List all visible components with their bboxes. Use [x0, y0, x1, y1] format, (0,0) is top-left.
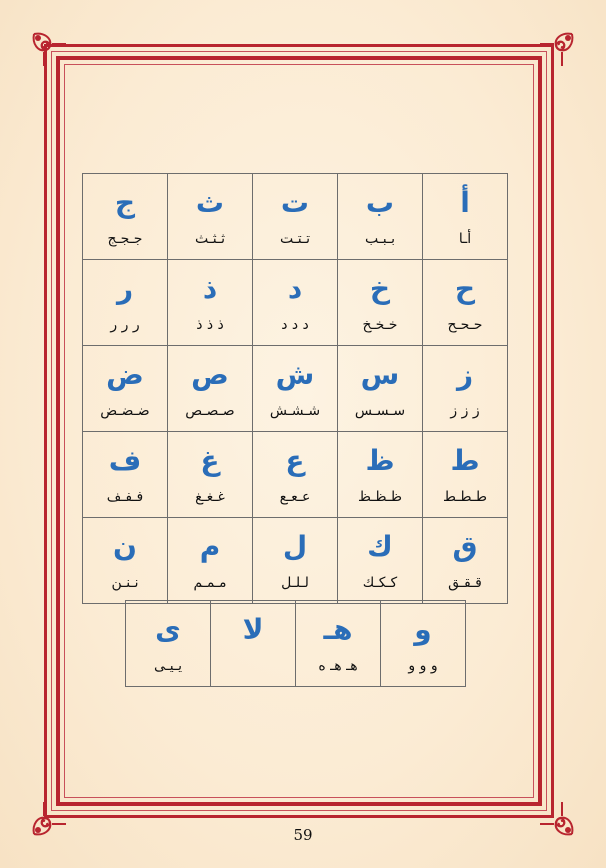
letter: ن — [113, 530, 137, 563]
letter-cell — [83, 260, 168, 346]
letter-cell — [83, 518, 168, 604]
letter: د — [287, 272, 303, 305]
letter-forms: و و و — [408, 658, 438, 674]
letter-forms: طـطـط — [442, 489, 488, 505]
letter: غ — [200, 444, 220, 477]
letter-forms: سـسـس — [354, 403, 406, 419]
letter-cell — [168, 346, 253, 432]
letter-forms: أـا — [458, 231, 472, 247]
table-row — [83, 432, 508, 518]
letter: ت — [280, 186, 310, 219]
letter-forms: ثـثـث — [194, 231, 226, 247]
letter-forms: ضـضـض — [100, 403, 150, 419]
letter-cell — [423, 518, 508, 604]
letter-forms: ذ ذ ذ — [196, 317, 224, 333]
letter-cell — [296, 601, 381, 687]
letter-forms: جـجـج — [107, 231, 143, 247]
letter: هـ — [323, 613, 353, 646]
letter-forms: د د د — [281, 317, 309, 333]
letter: ج — [114, 186, 136, 219]
letter: لا — [242, 613, 264, 646]
letter-forms: لـلـل — [281, 575, 309, 591]
corner-ornament-icon — [536, 30, 576, 70]
letter-forms: صـصـص — [185, 403, 235, 419]
letter-forms: كـكـك — [362, 575, 398, 591]
letter: ف — [108, 444, 142, 477]
letter: ى — [155, 613, 181, 646]
letter-forms: هـ هـ ه — [318, 658, 358, 674]
letter-cell — [83, 346, 168, 432]
letter-forms: تـتـت — [279, 231, 311, 247]
letter-forms: فـفـف — [106, 489, 144, 505]
letter-forms: ر ر ر — [110, 317, 140, 333]
letter: ب — [365, 186, 395, 219]
letter-forms: قـقـق — [448, 575, 482, 591]
table-row — [83, 260, 508, 346]
letter: أ — [460, 186, 470, 219]
letter-forms: يـيـى — [154, 658, 182, 674]
letter-cell — [168, 518, 253, 604]
table-row — [126, 601, 466, 687]
letter-cell — [423, 260, 508, 346]
letter-cell — [381, 601, 466, 687]
letter-cell — [83, 432, 168, 518]
letter: ك — [367, 530, 393, 563]
letter-forms: مـمـم — [193, 575, 227, 591]
letter: ض — [106, 358, 144, 391]
letter: ظ — [365, 444, 395, 477]
letter-cell — [338, 346, 423, 432]
letter-cell — [253, 346, 338, 432]
letter: ص — [191, 358, 229, 391]
letter: خ — [369, 272, 391, 305]
letter-cell — [83, 174, 168, 260]
letter-forms: عـعـع — [279, 489, 311, 505]
letter-forms: نـنـن — [111, 575, 139, 591]
letter-cell — [253, 260, 338, 346]
letter-cell — [168, 174, 253, 260]
letter-cell — [253, 174, 338, 260]
letter-cell — [168, 260, 253, 346]
letter-forms: بـبـب — [364, 231, 396, 247]
table-row — [83, 346, 508, 432]
letter: ث — [195, 186, 225, 219]
alphabet-table — [82, 173, 508, 604]
letter-cell — [338, 174, 423, 260]
letter-cell — [338, 432, 423, 518]
letter: ط — [450, 444, 480, 477]
letter-cell — [168, 432, 253, 518]
letter: ذ — [202, 272, 218, 305]
letter-cell — [338, 518, 423, 604]
table-row — [83, 518, 508, 604]
letter-forms: ز ز ز — [450, 403, 480, 419]
letter-cell — [253, 518, 338, 604]
letter-cell — [423, 432, 508, 518]
letter-forms: خـخـخ — [362, 317, 398, 333]
letter-cell — [338, 260, 423, 346]
letter-cell — [423, 174, 508, 260]
letter: و — [414, 613, 432, 646]
letter: ل — [282, 530, 308, 563]
letter-forms: شـشـش — [269, 403, 321, 419]
page-number: 59 — [293, 826, 313, 844]
alphabet-table-last-row — [125, 600, 466, 687]
letter-forms: حـحـح — [447, 317, 483, 333]
letter: ز — [456, 358, 474, 391]
letter-forms: غـغـغ — [195, 489, 225, 505]
letter-cell — [253, 432, 338, 518]
corner-ornament-icon — [30, 30, 70, 70]
letter: م — [199, 530, 221, 563]
letter: ع — [285, 444, 305, 477]
letter-forms: ظـظـظ — [357, 489, 403, 505]
letter: ر — [116, 272, 134, 305]
letter-cell — [423, 346, 508, 432]
letter-cell — [211, 601, 296, 687]
letter: س — [360, 358, 400, 391]
table-row — [83, 174, 508, 260]
letter: ق — [452, 530, 478, 563]
letter: ش — [275, 358, 315, 391]
letter: ح — [454, 272, 476, 305]
letter-cell — [126, 601, 211, 687]
